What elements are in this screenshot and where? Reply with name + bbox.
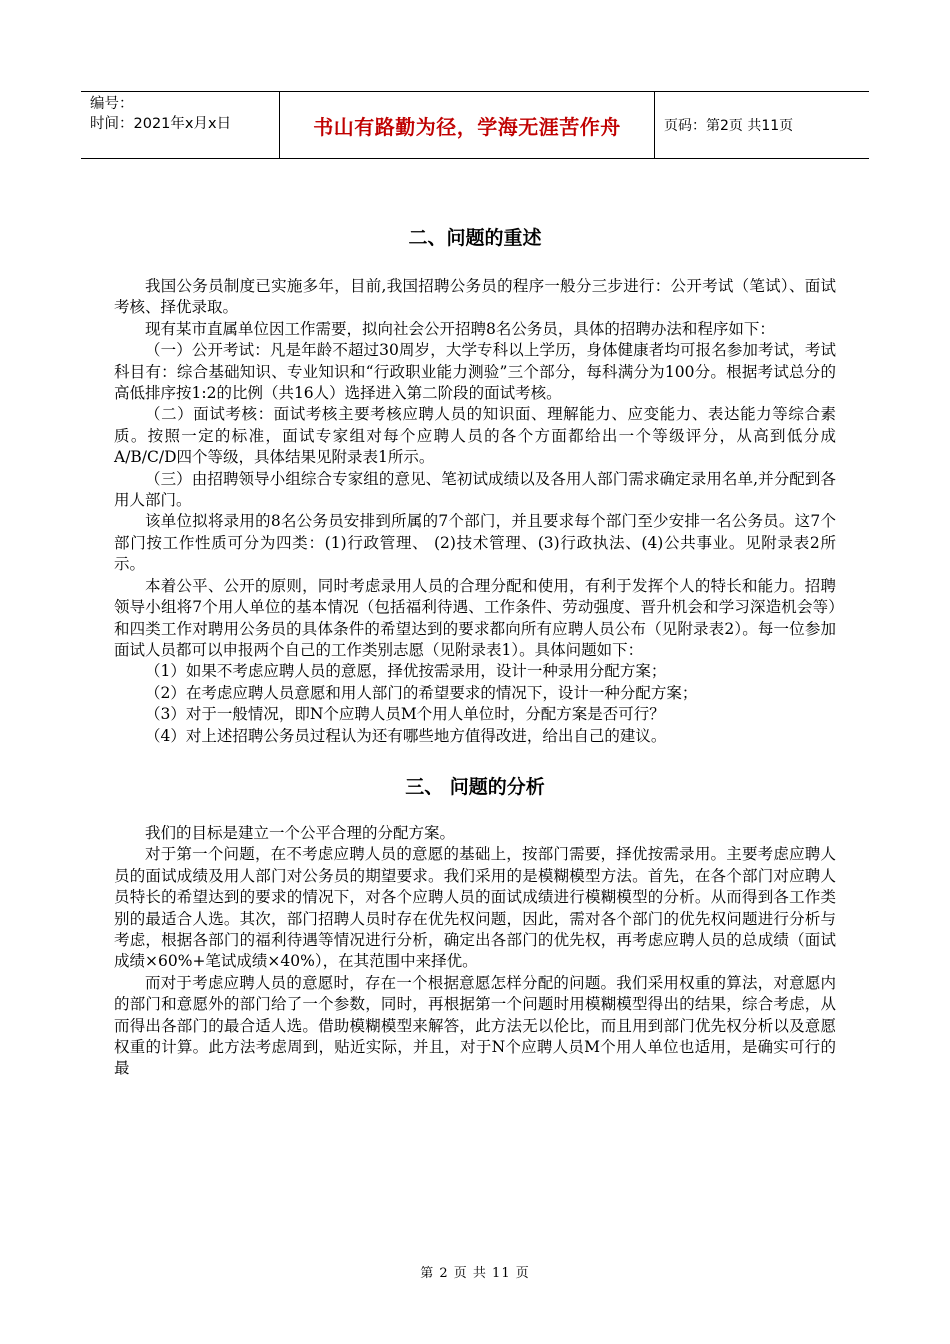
section-2-body [114, 276, 836, 747]
question-item: （3）对于一般情况，即N个应聘人员M个用人单位时，分配方案是否可行？ [145, 705, 665, 724]
page-footer: 第 2 页 共 11 页 [420, 1266, 530, 1281]
paragraph: 本着公平、公开的原则，同时考虑录用人员的合理分配和使用，有利于发挥个人的特长和能力。招聘领导小组将7个用人单位的基本情况（包括福利待遇、工作条件、劳动强度、晋升机会和学习深造机会等）和四类工作对聘用公务员的具体条件的希望达到的要求都向所有应聘人员公布（见附录表2）。每一位参加面试人员都可以申报两个自己的工作类别志愿（见附录表1）。具体问题如下： [114, 576, 836, 659]
header-page-info: 页码：第2页 共11页 [664, 118, 794, 134]
paragraph: 我国公务员制度已实施多年，目前,我国招聘公务员的程序一般分三步进行：公开考试（笔试）、面试考核、择优录取。 [114, 277, 836, 317]
paragraph: 现有某市直属单位因工作需要，拟向社会公开招聘8名公务员，具体的招聘办法和程序如下： [145, 319, 775, 338]
paragraph: 对于第一个问题，在不考虑应聘人员的意愿的基础上，按部门需要，择优按需录用。主要考虑应聘人员的面试成绩及用人部门对公务员的期望要求。我们采用的是模糊模型方法。首先，在各个部门对应聘人员特长的希望达到的要求的情况下，对各个应聘人员的面试成绩进行模糊模型的分析。从而得到各工作类别的最适合人选。其次，部门招聘人员时存在优先权问题，因此，需对各个部门的优先权问题进行分析与考虑，根据各部门的福利待遇等情况进行分析，确定出各部门的优先权，再考虑应聘人员的总成绩（面试成绩×60%+笔试成绩×40%），在其范围中来择优。 [114, 845, 836, 971]
section-2-title: 二、问题的重述 [408, 227, 542, 249]
paragraph: （三）由招聘领导小组综合专家组的意见、笔初试成绩以及各用人部门需求确定录用名单,并分配到各用人部门。 [114, 469, 836, 510]
number-label: 编号： [90, 96, 134, 112]
paragraph: （一）公开考试：凡是年龄不超过30周岁，大学专科以上学历，身体健康者均可报名参加考试，考试科目有：综合基础知识、专业知识和“行政职业能力测验”三个部分，每科满分为100分。根据考试总分的高低排序按1:2的比例（共16人）选择进入第二阶段的面试考核。 [114, 341, 836, 403]
section-3-title: 三、 问题的分析 [405, 775, 545, 798]
question-item: （2）在考虑应聘人员意愿和用人部门的希望要求的情况下，设计一种分配方案； [145, 683, 698, 702]
time-label: 时间：2021年x月x日 [90, 116, 232, 132]
header-motto: 书山有路勤为径，学海无涯苦作舟 [280, 92, 655, 158]
question-item: （4）对上述招聘公务员过程认为还有哪些地方值得改进，给出自己的建议。 [145, 726, 667, 745]
paragraph: （二）面试考核：面试考核主要考核应聘人员的知识面、理解能力、应变能力、表达能力等综合素质。按照一定的标准，面试专家组对每个应聘人员的各个方面都给出一个等级评分，从高到低分成A/B/C/D四个等级，具体结果见附录表1所示。 [114, 405, 836, 467]
document-body [114, 222, 836, 1080]
header-meta [81, 92, 280, 158]
page-header [81, 91, 869, 159]
paragraph: 我们的目标是建立一个公平合理的分配方案。 [145, 823, 456, 842]
paragraph: 而对于考虑应聘人员的意愿时，存在一个根据意愿怎样分配的问题。我们采用权重的算法，对意愿内的部门和意愿外的部门给了一个参数，同时，再根据第一个问题时用模糊模型得出的结果，综合考虑，从而得出各部门的最合适人选。借助模糊模型来解答，此方法无以伦比，而且用到部门优先权分析以及意愿权重的计算。此方法考虑周到，贴近实际，并且，对于N个应聘人员M个用人单位也适用，是确实可行的最 [114, 973, 836, 1078]
question-item: （1）如果不考虑应聘人员的意愿，择优按需录用，设计一种录用分配方案； [145, 662, 667, 681]
paragraph: 该单位拟将录用的8名公务员安排到所属的7个部门，并且要求每个部门至少安排一名公务员。这7个部门按工作性质可分为四类：(1)行政管理、 (2)技术管理、(3)行政执法、(4)公共事业。见附录表2所示。 [114, 512, 836, 574]
section-3-body [114, 823, 836, 1080]
